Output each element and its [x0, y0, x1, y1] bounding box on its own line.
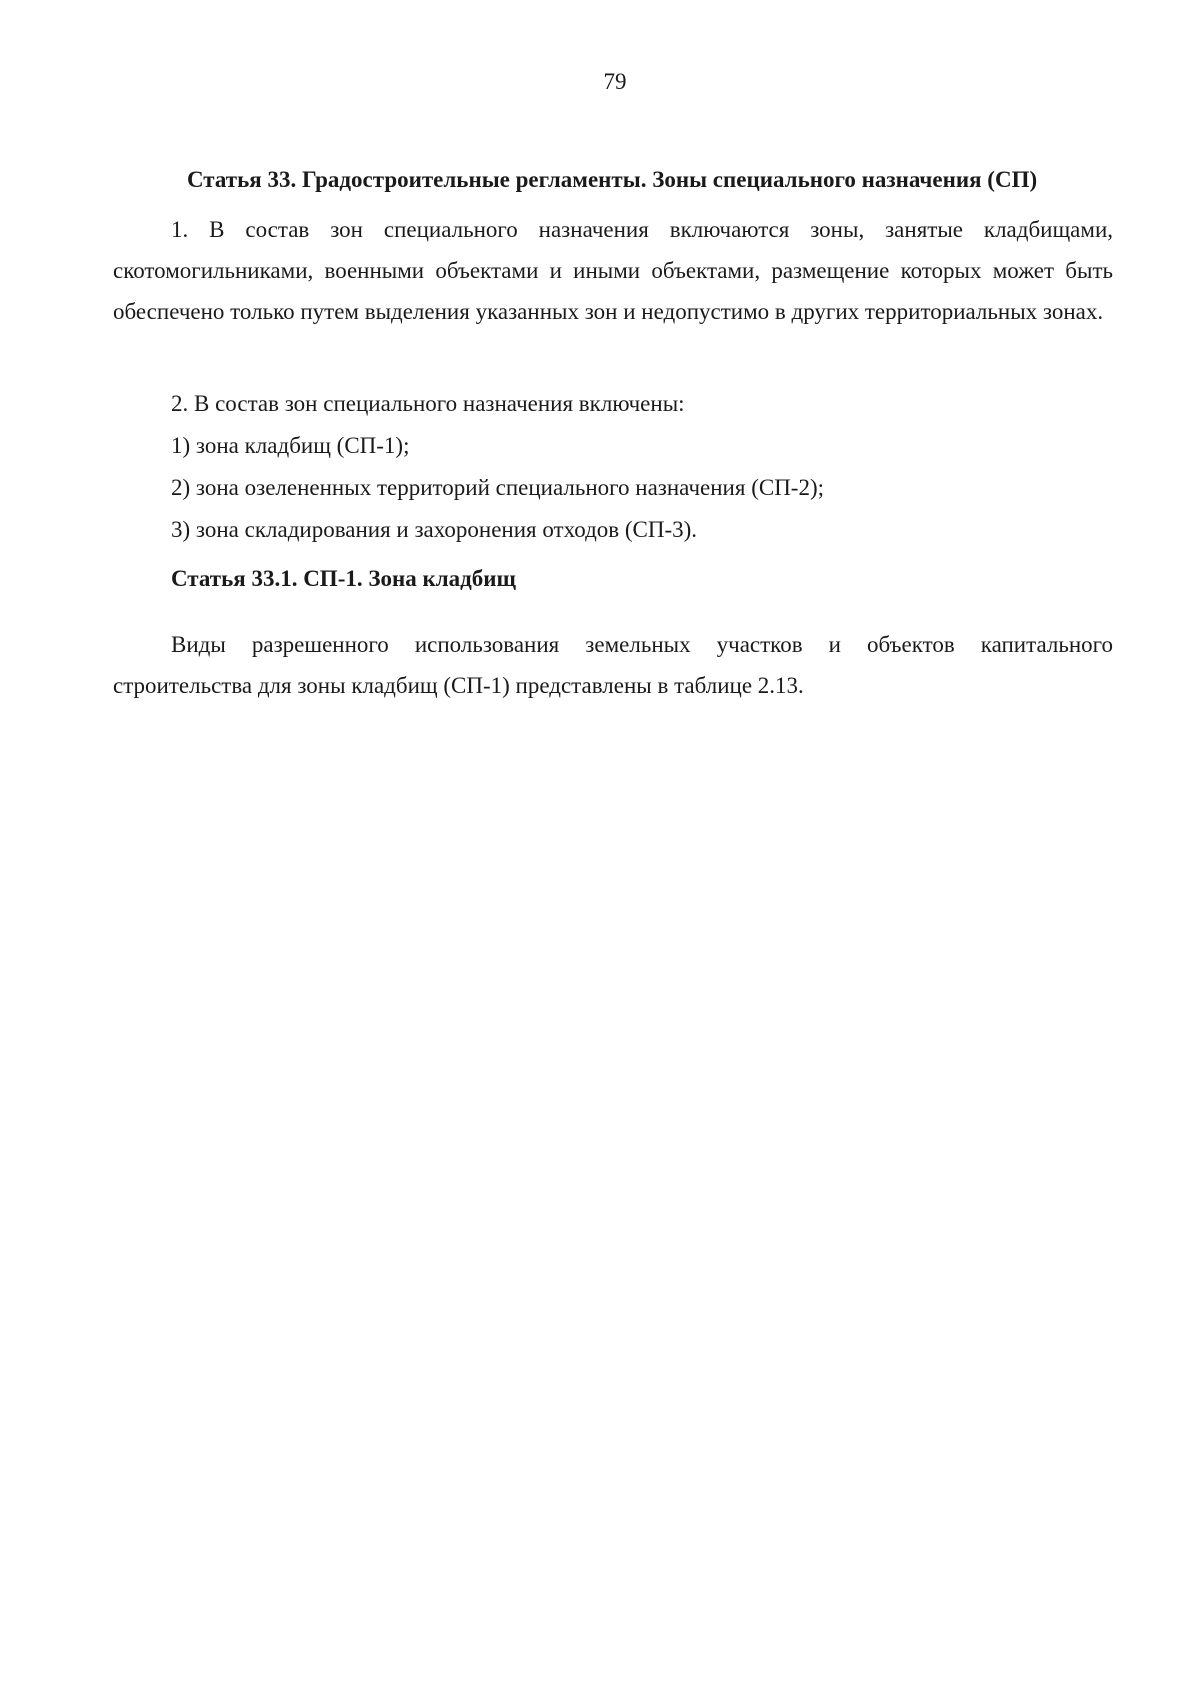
list-item: 2) зона озелененных территорий специального назначения (СП-2); [171, 475, 825, 500]
article-33-heading: Статья 33. Градостроительные регламенты. Зоны специального назначения (СП) [187, 167, 1038, 192]
list-item: 3) зона складирования и захоронения отходов (СП-3). [171, 517, 698, 542]
article-33-paragraph-2-intro: 2. В состав зон специального назначения включены: [171, 391, 685, 416]
article-33-1-heading: Статья 33.1. СП-1. Зона кладбищ [171, 566, 516, 591]
article-33-paragraph-1: 1. В состав зон специального назначения включаются зоны, занятые кладбищами, скотомогильниками, военными объектами и иными объектами, размещение которых может быть обеспечено только путем выделения указанных зон и недопустимо в других территориальных зонах. [113, 217, 1113, 324]
page-number: 79 [603, 69, 627, 94]
article-33-1-paragraph: Виды разрешенного использования земельных участков и объектов капитального строительства для зоны кладбищ (СП-1) представлены в таблице 2.13. [113, 632, 1113, 698]
list-item: 1) зона кладбищ (СП-1); [171, 433, 410, 458]
